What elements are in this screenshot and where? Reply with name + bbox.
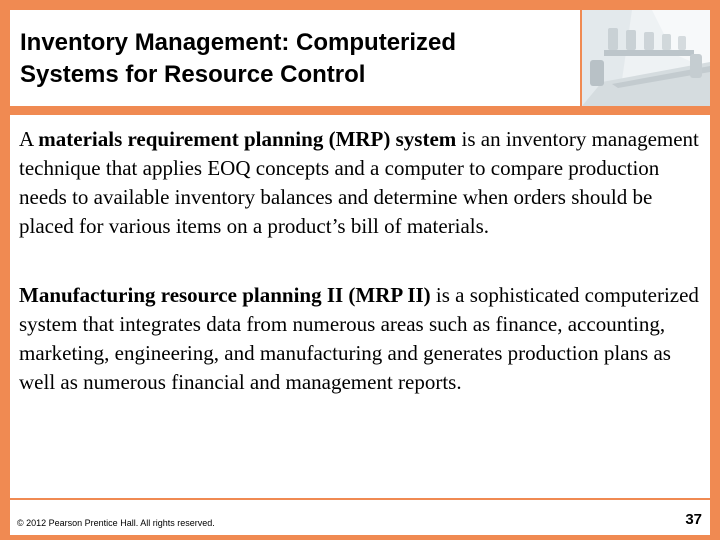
copyright-notice: © 2012 Pearson Prentice Hall. All rights reserved.: [17, 518, 215, 528]
mrp-ii-paragraph: [19, 281, 699, 397]
conference-room-photo: [582, 10, 710, 106]
mrp-ii-definition: is a sophisticated computerized system that integrates data from numerous areas such as finance, accounting, marketing, engineering, and manufacturing and generates production plans as well as numerous financial and management reports.: [19, 283, 699, 394]
mrp-definition: is an inventory management technique that applies EOQ concepts and a computer to compare production needs to available inventory balances and determine when orders should be placed for various items on a product’s bill of materials.: [19, 127, 699, 238]
slide-title: [20, 27, 456, 91]
page-number: 37: [685, 511, 702, 528]
footer-bar: [10, 500, 710, 535]
mrp-ii-term: Manufacturing resource planning II (MRP II): [19, 283, 431, 307]
mrp-term: materials requirement planning (MRP) system: [38, 127, 457, 151]
conference-room-photo-graphic: [582, 10, 710, 106]
title-bar: [10, 10, 580, 106]
mrp-paragraph: [19, 125, 699, 241]
title-line-1: Inventory Management: Computerized: [20, 29, 457, 56]
title-line-2: Systems for Resource Control: [20, 61, 366, 88]
mrp-intro: A: [19, 127, 39, 151]
content-area: [10, 115, 710, 498]
